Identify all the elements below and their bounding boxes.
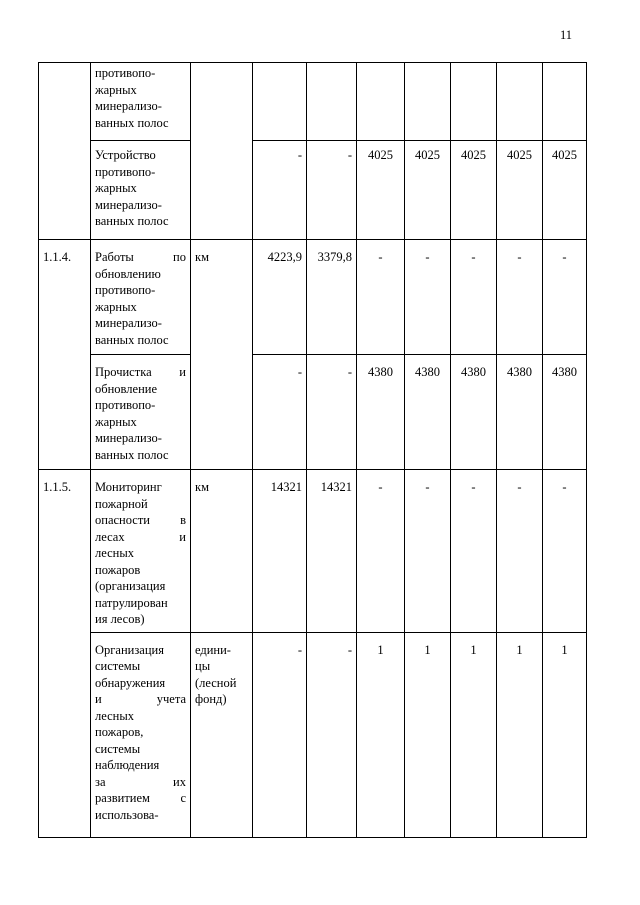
value-cell (405, 63, 451, 141)
page-number: 11 (560, 28, 573, 42)
value-cell (451, 63, 497, 141)
description-cell: Устройство противопо- жарных минерализо- ванных полос (91, 141, 191, 240)
value-cell: - (253, 355, 307, 470)
value-cell (497, 63, 543, 141)
value-cell: 3379,8 (307, 240, 357, 355)
value-cell (307, 63, 357, 141)
value-cell: - (307, 355, 357, 470)
table-row (39, 632, 587, 837)
value-cell: 4380 (497, 355, 543, 470)
value-cell: 4380 (357, 355, 405, 470)
unit-cell: км (191, 240, 253, 470)
description-cell: Мониторинг пожарной опасности в лесах и лесных пожаров (организация патрулирован ия лесов) (91, 470, 191, 633)
value-cell: 4380 (543, 355, 587, 470)
value-cell: 14321 (307, 470, 357, 633)
value-cell: 4025 (451, 141, 497, 240)
value-cell: 4025 (405, 141, 451, 240)
table-row (39, 63, 587, 141)
unit-cell: едини- цы (лесной фонд) (191, 632, 253, 837)
value-cell (543, 63, 587, 141)
value-cell: - (497, 240, 543, 355)
value-cell: - (451, 240, 497, 355)
table-row (39, 355, 587, 470)
item-number-cell: 1.1.4. (39, 240, 91, 470)
value-cell: 4380 (451, 355, 497, 470)
value-cell: 1 (405, 632, 451, 837)
value-cell: - (497, 470, 543, 633)
value-cell: - (253, 141, 307, 240)
value-cell: 14321 (253, 470, 307, 633)
value-cell: 4380 (405, 355, 451, 470)
value-cell: 1 (451, 632, 497, 837)
value-cell: - (405, 240, 451, 355)
value-cell: - (543, 470, 587, 633)
measures-table (38, 62, 587, 838)
value-cell: 4223,9 (253, 240, 307, 355)
item-number-cell: 1.1.5. (39, 470, 91, 838)
value-cell: - (307, 141, 357, 240)
value-cell: - (405, 470, 451, 633)
value-cell: - (307, 632, 357, 837)
unit-cell (191, 63, 253, 240)
value-cell: 1 (543, 632, 587, 837)
value-cell: - (451, 470, 497, 633)
description-cell: Прочистка и обновление противопо- жарных минерализо- ванных полос (91, 355, 191, 470)
description-cell: Работы по обновлению противопо- жарных минерализо- ванных полос (91, 240, 191, 355)
value-cell (253, 63, 307, 141)
value-cell: 4025 (497, 141, 543, 240)
description-cell: Организация системы обнаружения и учета лесных пожаров, системы наблюдения за их развитием с использова- (91, 632, 191, 837)
item-number-cell (39, 63, 91, 240)
value-cell: - (543, 240, 587, 355)
value-cell: 4025 (357, 141, 405, 240)
description-cell: противопо- жарных минерализо- ванных полос (91, 63, 191, 141)
value-cell: - (357, 240, 405, 355)
table-row (39, 141, 587, 240)
value-cell: 1 (357, 632, 405, 837)
value-cell: - (253, 632, 307, 837)
table-row (39, 470, 587, 633)
value-cell (357, 63, 405, 141)
value-cell: 4025 (543, 141, 587, 240)
value-cell: 1 (497, 632, 543, 837)
table-row (39, 240, 587, 355)
unit-cell: км (191, 470, 253, 633)
value-cell: - (357, 470, 405, 633)
